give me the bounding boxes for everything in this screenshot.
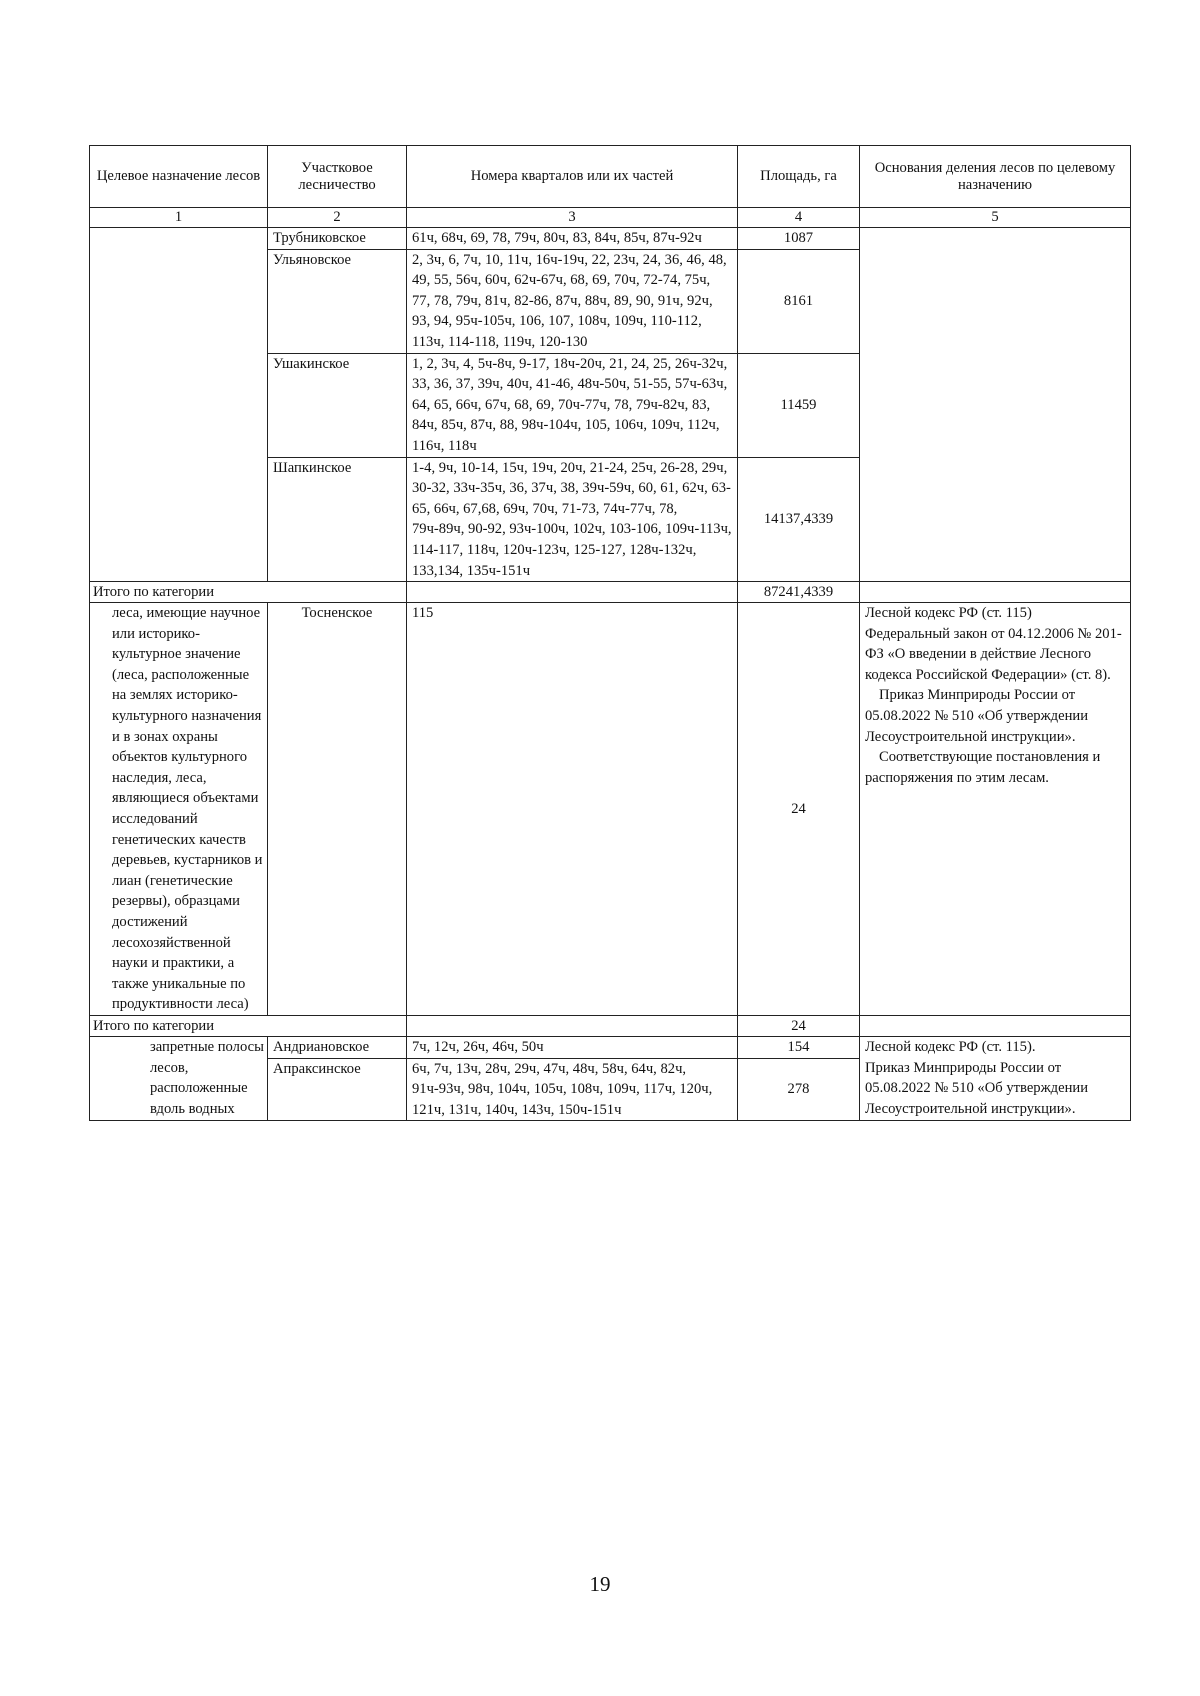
total-area: 24: [738, 1015, 860, 1036]
header-forestry: Участковое лесничество: [268, 146, 407, 208]
basis-line: Приказ Минприроды России от 05.08.2022 № 510 «Об утверждении Лесоустроительной инструкции».: [865, 1059, 1089, 1117]
table-row: [90, 603, 1131, 1016]
basis-cell-empty: [860, 228, 1131, 582]
quarters-cell: 115: [407, 603, 738, 1016]
col-number: 2: [268, 208, 407, 228]
quarters-cell: 6ч, 7ч, 13ч, 28ч, 29ч, 47ч, 48ч, 58ч, 64ч, 82ч, 91ч-93ч, 98ч, 104ч, 105ч, 108ч, 109ч, 117ч, 120ч, 121ч, 131ч, 140ч, 143ч, 150ч-151ч: [407, 1058, 738, 1121]
header-row: [90, 146, 1131, 208]
total-empty: [860, 1015, 1131, 1036]
total-area: 87241,4339: [738, 582, 860, 603]
forestry-cell: Андриановское: [268, 1036, 407, 1058]
forest-purpose-table: [89, 145, 1131, 1121]
col-number: 1: [90, 208, 268, 228]
quarters-cell: 1, 2, 3ч, 4, 5ч-8ч, 9-17, 18ч-20ч, 21, 24, 25, 26ч-32ч, 33, 36, 37, 39ч, 40ч, 41-46, 48ч-50ч, 51-55, 57ч-63ч, 64, 65, 66ч, 67ч, 68, 69, 70ч-77ч, 78, 79ч-82ч, 83, 84ч, 85ч, 87ч, 88, 98ч-104ч, 105, 106ч, 109ч, 112ч, 116ч, 118ч: [407, 353, 738, 457]
quarters-cell: 2, 3ч, 6, 7ч, 10, 11ч, 16ч-19ч, 22, 23ч, 24, 36, 46, 48, 49, 55, 56ч, 60ч, 62ч-67ч, 68, 69, 70ч, 72-74, 75ч, 77, 78, 79ч, 81ч, 82-86, 87ч, 88ч, 89, 90, 91ч, 92ч, 93, 94, 95ч-105ч, 106, 107, 108ч, 109ч, 110-112, 113ч, 114-118, 119ч, 120-130: [407, 249, 738, 353]
header-purpose: Целевое назначение лесов: [90, 146, 268, 208]
col-number: 3: [407, 208, 738, 228]
forestry-cell: Ульяновское: [268, 249, 407, 353]
table-row: [90, 1036, 1131, 1058]
header-basis: Основания деления лесов по целевому назначению: [860, 146, 1131, 208]
basis-cell: [860, 603, 1131, 1016]
quarters-cell: 61ч, 68ч, 69, 78, 79ч, 80ч, 83, 84ч, 85ч, 87ч-92ч: [407, 228, 738, 250]
header-area: Площадь, га: [738, 146, 860, 208]
page-number: 19: [589, 1572, 611, 1596]
purpose-cell-empty: [90, 228, 268, 582]
total-empty: [407, 1015, 738, 1036]
total-empty: [407, 582, 738, 603]
forestry-cell: Трубниковское: [268, 228, 407, 250]
quarters-cell: 1-4, 9ч, 10-14, 15ч, 19ч, 20ч, 21-24, 25ч, 26-28, 29ч, 30-32, 33ч-35ч, 36, 37ч, 38, 39ч-59ч, 60, 61, 62ч, 63-65, 66ч, 67,68, 69ч, 70ч, 71-73, 74ч-77ч, 78, 79ч-89ч, 90-92, 93ч-100ч, 102ч, 103-106, 109ч-113ч, 114-117, 118ч, 120ч-123ч, 125-127, 128ч-132ч, 133,134, 135ч-151ч: [407, 457, 738, 582]
forestry-cell: Тосненское: [268, 603, 407, 1016]
area-cell: 14137,4339: [738, 457, 860, 582]
column-number-row: [90, 208, 1131, 228]
basis-cell: [860, 1036, 1131, 1120]
area-cell: 278: [738, 1058, 860, 1121]
purpose-cell: запретные полосы лесов, расположенные вдоль водных: [90, 1036, 268, 1120]
area-cell: 24: [738, 603, 860, 1016]
basis-line: Соответствующие постановления и распоряжения по этим лесам.: [865, 749, 1101, 786]
col-number: 4: [738, 208, 860, 228]
area-cell: 11459: [738, 353, 860, 457]
forestry-cell: Шапкинское: [268, 457, 407, 582]
purpose-cell: леса, имеющие научное или историко-культурное значение (леса, расположенные на землях историко-культурного назначения и в зонах охраны объектов культурного наследия, леса, являющиеся объектами исследований генетических качеств деревьев, кустарников и лиан (генетические резервы), образцами достижений лесохозяйственной науки и практики, а также уникальные по продуктивности леса): [90, 603, 268, 1016]
table-row: [90, 228, 1131, 250]
forestry-cell: Апраксинское: [268, 1058, 407, 1121]
total-row: [90, 582, 1131, 603]
area-cell: 154: [738, 1036, 860, 1058]
basis-line: Лесной кодекс РФ (ст. 115).: [865, 1038, 1036, 1055]
col-number: 5: [860, 208, 1131, 228]
area-cell: 1087: [738, 228, 860, 250]
basis-line: Приказ Минприроды России от 05.08.2022 № 510 «Об утверждении Лесоустроительной инструкции».: [865, 687, 1089, 745]
header-quarters: Номера кварталов или их частей: [407, 146, 738, 208]
total-empty: [860, 582, 1131, 603]
total-label: Итого по категории: [90, 582, 407, 603]
forestry-cell: Ушакинское: [268, 353, 407, 457]
total-label: Итого по категории: [90, 1015, 407, 1036]
basis-line: Федеральный закон от 04.12.2006 № 201-ФЗ «О введении в действие Лесного кодекса Российской Федерации» (ст. 8).: [865, 625, 1122, 683]
area-cell: 8161: [738, 249, 860, 353]
quarters-cell: 7ч, 12ч, 26ч, 46ч, 50ч: [407, 1036, 738, 1058]
total-row: [90, 1015, 1131, 1036]
basis-line: Лесной кодекс РФ (ст. 115): [865, 605, 1032, 622]
